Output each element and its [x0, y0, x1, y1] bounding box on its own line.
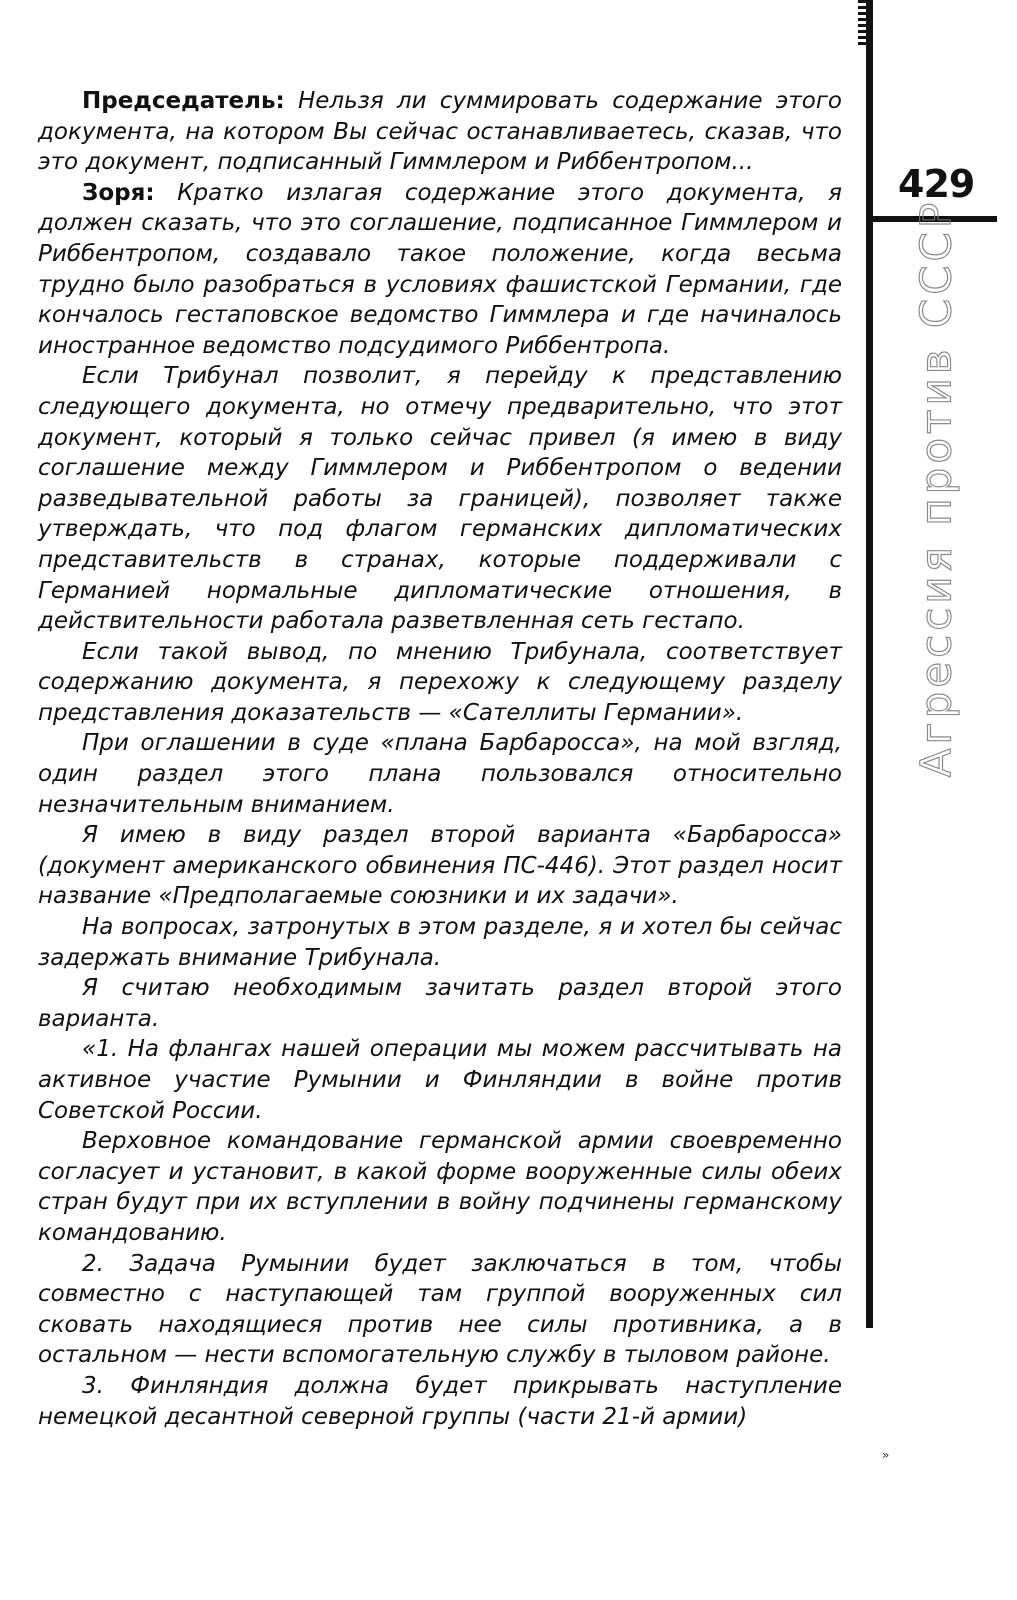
speaker-label: Зоря: — [82, 179, 155, 206]
paragraph-6: Я имею в виду раздел второй варианта «Барбаросса» (документ американского обвинения ПС-446). Этот раздел носит название «Предполагаемые союзники и их задачи». — [38, 822, 842, 910]
paragraph-3: Если Трибунал позволит, я перейду к представлению следующего документа, но отмечу предварительно, что этот документ, который я только сейчас привел (я имею в виду соглашение между Гиммлером и Риббентропом о ведении разведывательной работы за границей), позволяет также утверждать, что под флагом германских дипломатических представительств в странах, которые поддерживали с Германией нормальные дипломатические отношения, в действительности работала разветвленная сеть гестапо. — [38, 363, 842, 635]
footnote-mark: » — [882, 1448, 890, 1462]
paragraph-5: При оглашении в суде «плана Барбаросса», на мой взгляд, один раздел этого плана пользовался относительно незначительным вниманием. — [38, 730, 842, 818]
vertical-rule — [866, 0, 873, 1328]
paragraph-text: Кратко излагая содержание этого документа, я должен сказать, что это соглашение, подписанное Гиммлером и Риббентропом, создавало такое положение, когда весьма трудно было разобраться в условиях фашистской Германии, где кончалось гестаповское ведомство Гиммлера и где начиналось иностранное ведомство подсудимого Риббентропа. — [38, 179, 842, 359]
paragraph-9: «1. На флангах нашей операции мы можем рассчитывать на активное участие Румынии и Финляндии в войне против Советской России. — [38, 1036, 842, 1124]
paragraph-12: 3. Финляндия должна будет прикрывать наступление немецкой десантной северной группы (части 21-й армии) — [38, 1372, 842, 1430]
page-number: 429 — [898, 162, 975, 206]
paragraph-7: На вопросах, затронутых в этом разделе, я и хотел бы сейчас задержать внимание Трибунала. — [38, 914, 842, 971]
running-title: Агрессия против СССР — [911, 198, 961, 778]
speaker-label: Председатель: — [82, 88, 285, 114]
paragraph-4: Если такой вывод, по мнению Трибунала, соответствует содержанию документа, я перехожу к следующему разделу представления доказательств — «Сателлиты Германии». — [38, 638, 842, 726]
paragraph-2 — [38, 178, 842, 362]
paragraph-text: Нельзя ли суммировать содержание этого документа, на котором Вы сейчас останавливаетесь, сказав, что это документ, подписанный Гиммлером и Риббентропом... — [38, 88, 842, 176]
paragraph-8: Я считаю необходимым зачитать раздел второй этого варианта. — [38, 975, 842, 1032]
paragraph-1 — [38, 86, 842, 178]
paragraph-10: Верховное командование германской армии своевременно согласует и установит, в какой форме вооруженные силы обеих стран будут при их вступлении в войну подчинены германскому командованию. — [38, 1128, 842, 1246]
text-column — [38, 86, 842, 1432]
paragraph-11: 2. Задача Румынии будет заключаться в том, чтобы совместно с наступающей там группой вооруженных сил сковать находящиеся против нее силы противника, а в остальном — нести вспомогательную службу в тыловом районе. — [38, 1250, 842, 1369]
